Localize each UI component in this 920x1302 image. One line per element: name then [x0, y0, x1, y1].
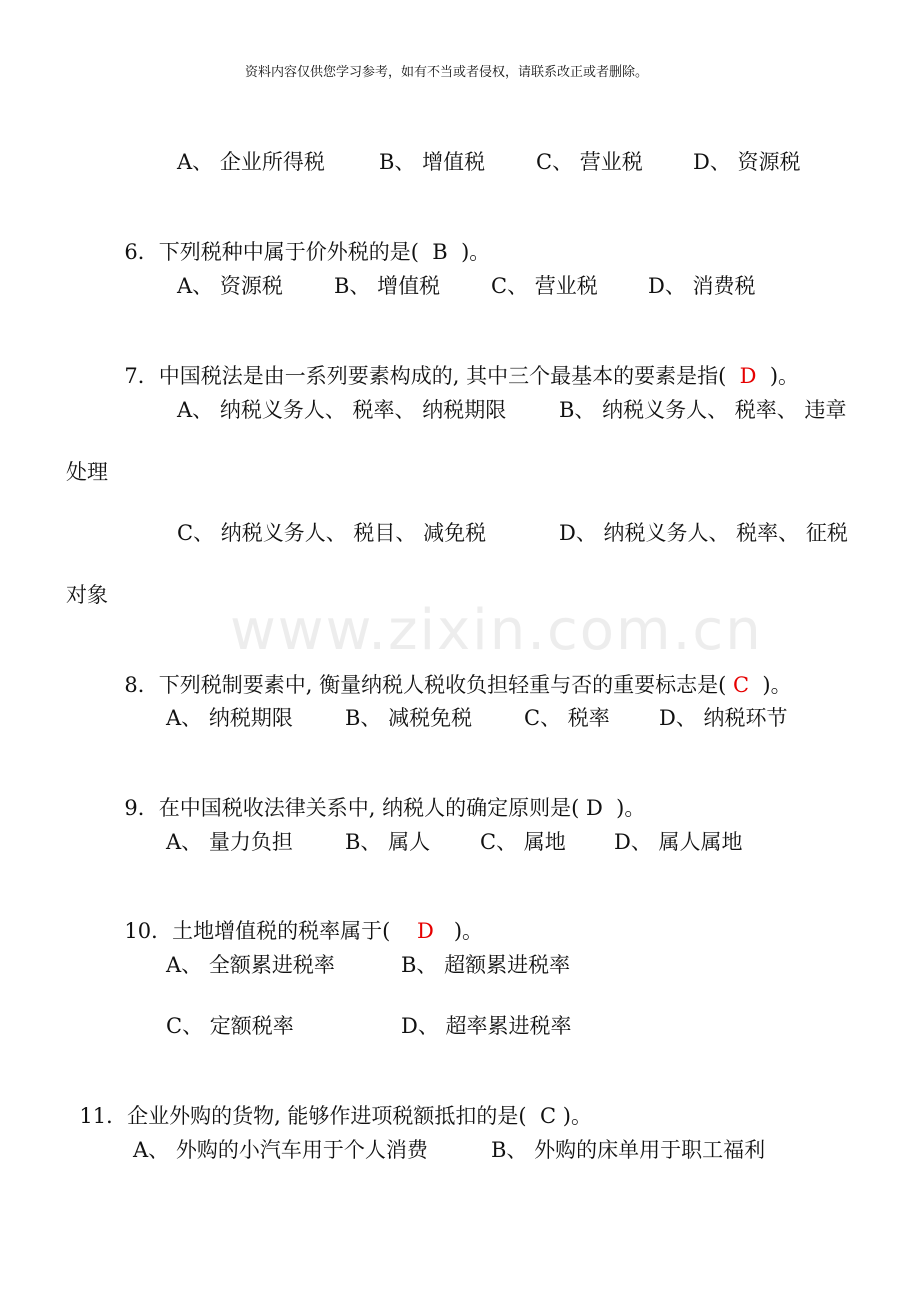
q6-option-b: B、 增值税 [334, 274, 441, 298]
q10-option-d: D、 超率累进税率 [401, 1014, 572, 1038]
q7-option-b: B、 纳税义务人、 税率、 违章 [559, 398, 847, 422]
q6-option-a: A、 资源税 [177, 274, 283, 298]
q10-answer: D [416, 919, 434, 943]
q11-question [66, 1074, 592, 1130]
q9-option-a: A、 量力负担 [166, 830, 293, 854]
q11-option-a: A、 外购的小汽车用于个人消费 [133, 1138, 428, 1162]
q5-option-a: A、 企业所得税 [177, 150, 325, 174]
q7-option-d: D、 纳税义务人、 税率、 征税 [559, 521, 848, 545]
q6-text: 6．下列税种中属于价外税的是( [124, 240, 419, 264]
q7-suffix: )。 [769, 364, 800, 388]
q9-answer: D [585, 796, 603, 820]
q7-option-a: A、 纳税义务人、 税率、 纳税期限 [177, 398, 507, 422]
q8-option-d: D、 纳税环节 [659, 706, 788, 730]
q11-text: 11．企业外购的货物, 能够作进项税额抵扣的是( [79, 1104, 527, 1128]
q5-option-b: B、 增值税 [379, 150, 486, 174]
q7-text: 7．中国税法是由一系列要素构成的, 其中三个最基本的要素是指( [124, 364, 727, 388]
q11-answer: C [539, 1104, 557, 1128]
q8-option-a: A、 纳税期限 [166, 706, 293, 730]
q6-option-d: D、 消费税 [648, 274, 756, 298]
page-header-notice: 资料内容仅供您学习参考，如有不当或者侵权，请联系改正或者删除。 [245, 65, 649, 80]
q6-option-c: C、 营业税 [491, 274, 598, 298]
q9-option-d: D、 属人属地 [614, 830, 743, 854]
q10-text: 10．土地增值税的税率属于( [124, 919, 391, 943]
q8-option-b: B、 减税免税 [345, 706, 473, 730]
q9-option-b: B、 属人 [345, 830, 431, 854]
q8-question [111, 643, 792, 699]
watermark: www.zixin.com.cn [230, 598, 763, 663]
q6-answer: B [432, 240, 448, 264]
q8-option-c: C、 税率 [524, 706, 610, 730]
q7-option-c: C、 纳税义务人、 税目、 减免税 [177, 521, 487, 545]
q11-option-b: B、 外购的床单用于职工福利 [491, 1138, 766, 1162]
q7-question [111, 334, 799, 390]
q10-option-a: A、 全额累进税率 [166, 953, 335, 977]
q8-answer: C [732, 673, 750, 697]
q9-text: 9．在中国税收法律关系中, 纳税人的确定原则是( [124, 796, 580, 820]
q10-option-b: B、 超额累进税率 [401, 953, 571, 977]
q5-option-d: D、 资源税 [693, 150, 801, 174]
q10-question [111, 889, 483, 945]
q11-suffix: )。 [562, 1104, 592, 1128]
q8-text: 8．下列税制要素中, 衡量纳税人税收负担轻重与否的重要标志是( [124, 673, 727, 697]
q9-suffix: )。 [616, 796, 646, 820]
q10-option-c: C、 定额税率 [166, 1014, 294, 1038]
q6-question [111, 210, 490, 266]
q10-suffix: )。 [453, 919, 484, 943]
q7-option-b-cont: 处理 [66, 460, 108, 484]
q9-option-c: C、 属地 [480, 830, 566, 854]
q8-suffix: )。 [762, 673, 792, 697]
q5-option-c: C、 营业税 [536, 150, 643, 174]
q6-suffix: )。 [461, 240, 491, 264]
q9-question [111, 766, 645, 822]
q7-answer: D [739, 364, 757, 388]
q7-option-d-cont: 对象 [66, 583, 108, 607]
